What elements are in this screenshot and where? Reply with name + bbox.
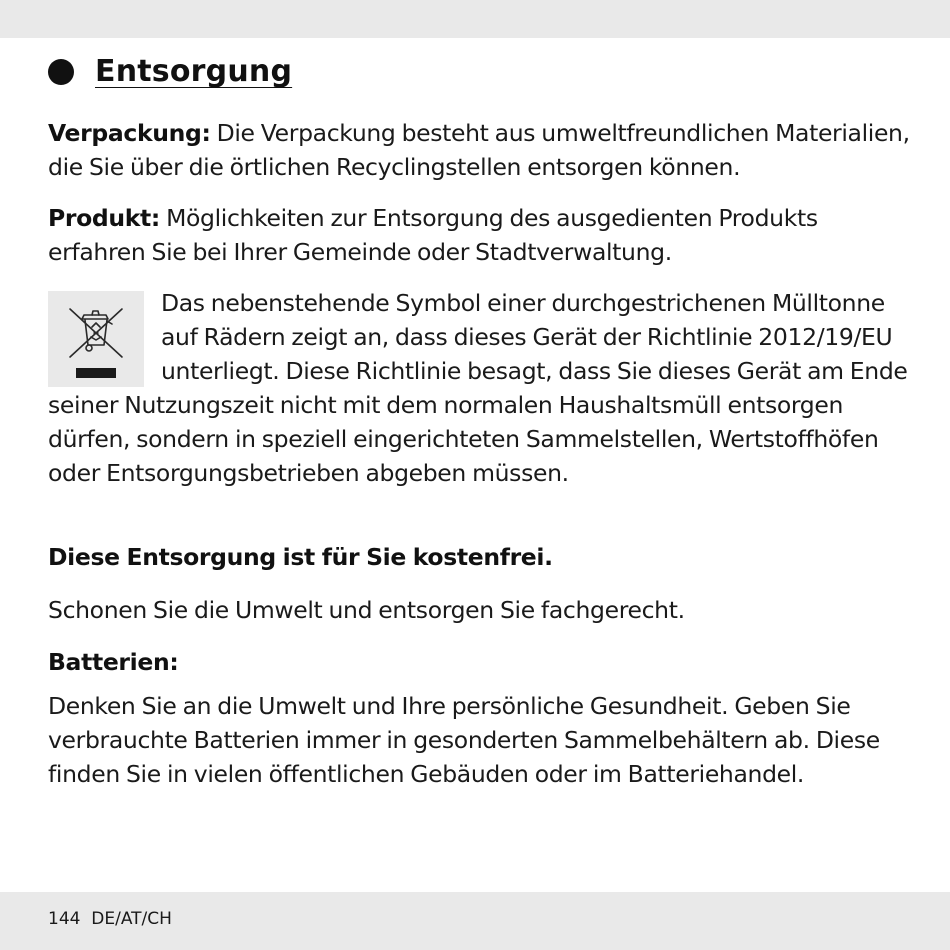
weee-paragraph [48, 286, 918, 490]
page-number: 144 [48, 909, 81, 929]
packaging-paragraph [48, 116, 918, 184]
bullet-icon [48, 59, 74, 85]
free-disposal-notice: Diese Entsorgung ist für Sie kostenfrei. [48, 543, 553, 571]
heading-title: Entsorgung [95, 54, 293, 89]
batteries-heading: Batterien: [48, 648, 179, 676]
top-band [0, 0, 950, 38]
environment-notice: Schonen Sie die Umwelt und entsorgen Sie fachgerecht. [48, 596, 685, 624]
product-paragraph [48, 201, 918, 269]
weee-text: Das nebenstehende Symbol einer durchgestrichenen Mülltonne auf Rädern zeigt an, dass dieses Gerät der Richtlinie 2012/19/EU unterliegt. Diese Richtlinie besagt, dass Sie dieses Gerät am Ende seiner Nutzungszeit nicht mit dem normalen Haushaltsmüll entsorgen dürfen, sondern in speziell eingerichteten Sammelstellen, Wertstoffhöfen oder Entsorgungsbetrieben abgeben müssen. [48, 289, 908, 487]
product-label: Produkt: [48, 204, 160, 232]
footer [48, 909, 172, 929]
batteries-paragraph: Denken Sie an die Umwelt und Ihre persönliche Gesundheit. Geben Sie verbrauchte Batterien immer in gesonderten Sammelbehältern ab. Diese finden Sie in vielen öffentlichen Gebäuden oder im Batteriehandel. [48, 692, 880, 788]
packaging-text: Die Verpackung besteht aus umweltfreundlichen Materialien, die Sie über die örtlichen Recyclingstellen entsorgen können. [48, 119, 910, 181]
region-label: DE/AT/CH [91, 909, 172, 929]
section-heading [48, 54, 292, 89]
product-text: Möglichkeiten zur Entsorgung des ausgedienten Produkts erfahren Sie bei Ihrer Gemeinde oder Stadtverwaltung. [48, 204, 818, 266]
crossed-out-wheelie-bin-icon [48, 291, 144, 387]
packaging-label: Verpackung: [48, 119, 211, 147]
